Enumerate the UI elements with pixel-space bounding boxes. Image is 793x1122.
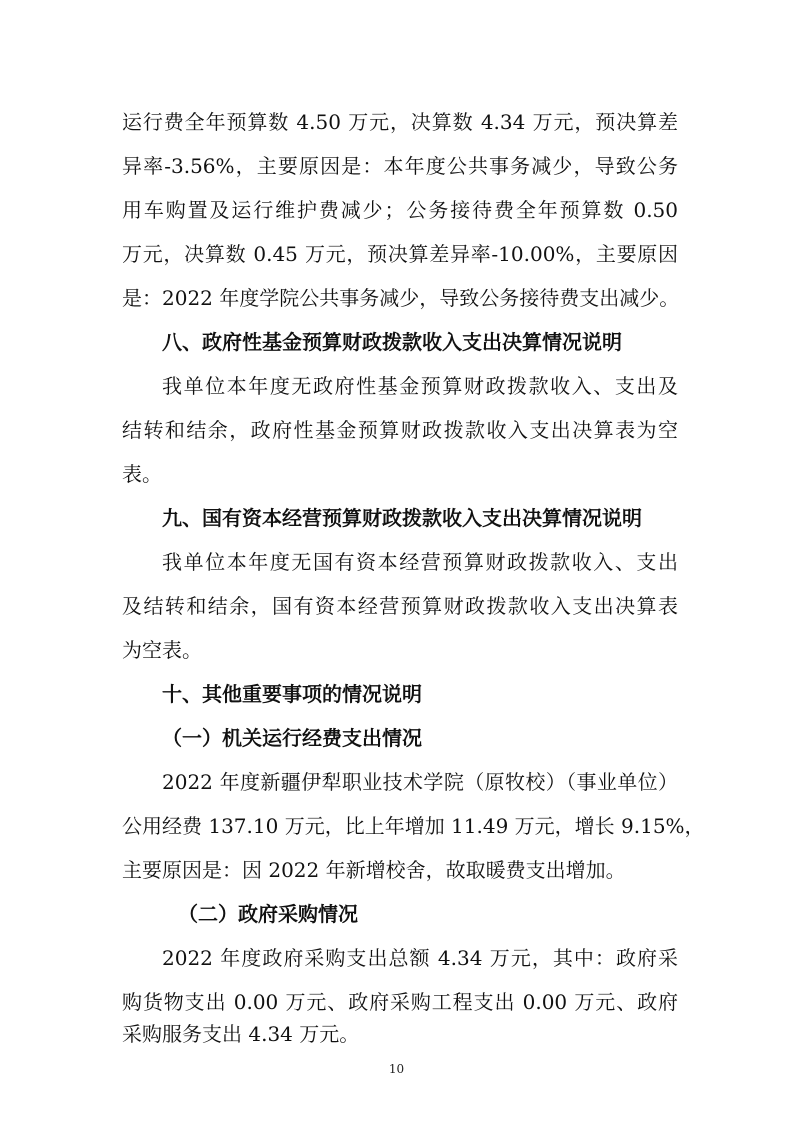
section-heading-10: 十、其他重要事项的情况说明 xyxy=(162,682,422,706)
section-heading-8: 八、政府性基金预算财政拨款收入支出决算情况说明 xyxy=(162,330,622,354)
paragraph-line: 用车购置及运行维护费减少；公务接待费全年预算数 0.50 xyxy=(122,198,678,222)
paragraph-line: 采购服务支出 4.34 万元。 xyxy=(122,1022,360,1046)
paragraph-line: 表。 xyxy=(122,462,162,486)
paragraph-line: 结转和结余，政府性基金预算财政拨款收入支出决算表为空 xyxy=(122,418,678,442)
paragraph-line: 运行费全年预算数 4.50 万元，决算数 4.34 万元，预决算差 xyxy=(122,110,678,134)
paragraph-line: 2022 年度政府采购支出总额 4.34 万元，其中：政府采 xyxy=(162,946,678,970)
paragraph-line: 我单位本年度无政府性基金预算财政拨款收入、支出及 xyxy=(162,374,678,398)
paragraph-line: 我单位本年度无国有资本经营预算财政拨款收入、支出 xyxy=(162,550,678,574)
page-number: 10 xyxy=(388,1062,405,1076)
paragraph-line: 是：2022 年度学院公共事务减少，导致公务接待费支出减少。 xyxy=(122,286,680,310)
subsection-heading-10-2: （二）政府采购情况 xyxy=(178,902,358,926)
section-heading-9: 九、国有资本经营预算财政拨款收入支出决算情况说明 xyxy=(162,506,642,530)
paragraph-line: 购货物支出 0.00 万元、政府采购工程支出 0.00 万元、政府 xyxy=(122,990,678,1014)
paragraph-line: 万元，决算数 0.45 万元，预决算差异率-10.00%，主要原因 xyxy=(122,242,678,266)
paragraph-line: 2022 年度新疆伊犁职业技术学院（原牧校）（事业单位） xyxy=(162,770,678,794)
paragraph-line: 公用经费 137.10 万元，比上年增加 11.49 万元，增长 9.15%， xyxy=(122,814,705,838)
paragraph-line: 主要原因是：因 2022 年新增校舍，故取暖费支出增加。 xyxy=(122,858,626,882)
paragraph-line: 及结转和结余，国有资本经营预算财政拨款收入支出决算表 xyxy=(122,594,678,618)
subsection-heading-10-1: （一）机关运行经费支出情况 xyxy=(162,726,422,750)
paragraph-line: 异率-3.56%，主要原因是：本年度公共事务减少，导致公务 xyxy=(122,154,678,178)
paragraph-line: 为空表。 xyxy=(122,638,202,662)
